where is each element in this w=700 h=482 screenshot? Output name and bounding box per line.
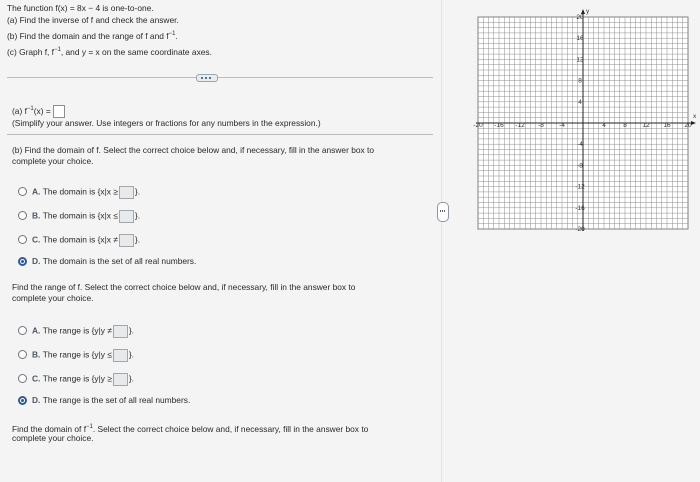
choice-text: The range is the set of all real numbers. — [42, 395, 191, 405]
y-tick-label: 8 — [578, 77, 582, 85]
x-axis-label: x — [693, 113, 697, 120]
domain-inverse-prompt-line1: Find the domain of $f^{-1}$. Select the correct choice below and, if necessary, fill in the answer box to — [12, 423, 369, 434]
pane-resize-handle[interactable] — [437, 202, 449, 222]
y-tick-label: 20 — [576, 14, 584, 21]
domain-option-b[interactable] — [32, 210, 140, 223]
range-option-d[interactable] — [32, 395, 190, 406]
y-axis-label: y — [586, 8, 590, 15]
range-option-d-radio[interactable] — [18, 396, 27, 405]
x-tick-label: 16 — [663, 122, 671, 129]
y-tick-label: -4 — [577, 141, 583, 149]
problem-part-b: (b) Find the domain and the range of f and $f^{-1}$. — [7, 30, 178, 41]
range-answer-box[interactable] — [113, 349, 128, 362]
domain-option-d[interactable] — [32, 256, 196, 267]
domain-prompt-line2: complete your choice. — [12, 156, 94, 166]
choice-letter: A. — [32, 186, 43, 197]
domain-option-a[interactable] — [32, 186, 140, 199]
choice-tail: }. — [134, 210, 141, 221]
inverse-answer-row: (a) $f^{-1}(x)$ = — [12, 104, 65, 118]
choice-tail: }. — [128, 373, 134, 384]
x-axis-arrow — [691, 121, 696, 125]
x-tick-label: 4 — [602, 122, 606, 129]
choice-tail: }. — [134, 186, 141, 197]
choice-letter: B. — [32, 210, 43, 221]
pane-divider — [441, 0, 442, 482]
choice-letter: D. — [32, 395, 43, 405]
choice-tail: }. — [128, 325, 134, 336]
coordinate-graph[interactable] — [473, 8, 697, 250]
domain-option-d-radio[interactable] — [18, 257, 27, 266]
range-prompt-line2: complete your choice. — [12, 293, 94, 303]
section-divider — [7, 77, 433, 78]
choice-letter: A. — [32, 325, 43, 336]
domain-answer-box[interactable] — [119, 234, 134, 247]
range-option-c-radio[interactable] — [18, 374, 27, 383]
choice-letter: D. — [32, 256, 43, 266]
range-option-a[interactable] — [32, 325, 134, 338]
choice-tail: }. — [134, 234, 141, 245]
y-tick-label: 12 — [576, 56, 584, 64]
problem-part-c: (c) Graph f, $f^{-1}$, and y = x on the same coordinate axes. — [7, 46, 212, 57]
x-tick-label: -8 — [538, 122, 544, 129]
simplify-hint: (Simplify your answer. Use integers or fractions for any numbers in the expression.) — [12, 118, 321, 128]
range-prompt-line1: Find the range of f. Select the correct choice below and, if necessary, fill in the answer box to — [12, 282, 356, 292]
x-tick-label: 20 — [684, 122, 692, 129]
y-tick-label: -12 — [575, 183, 585, 191]
choice-letter: C. — [32, 373, 43, 384]
problem-statement: The function f(x) = 8x − 4 is one-to-one. — [7, 3, 154, 13]
domain-inverse-prompt-line2: complete your choice. — [12, 433, 94, 443]
x-tick-label: -12 — [515, 122, 525, 129]
x-tick-label: 12 — [642, 122, 650, 129]
choice-text: The range is {y|y ≥ — [42, 373, 112, 384]
domain-answer-box[interactable] — [119, 186, 134, 199]
y-tick-label: -16 — [575, 204, 585, 212]
x-tick-label: -20 — [473, 122, 483, 129]
more-options-button[interactable] — [196, 74, 218, 82]
range-option-c[interactable] — [32, 373, 134, 386]
choice-letter: B. — [32, 349, 43, 360]
choice-letter: C. — [32, 234, 43, 245]
choice-tail: }. — [128, 349, 134, 360]
y-tick-label: -8 — [577, 162, 583, 170]
range-option-a-radio[interactable] — [18, 326, 27, 335]
domain-option-c-radio[interactable] — [18, 235, 27, 244]
domain-prompt-line1: (b) Find the domain of f. Select the correct choice below and, if necessary, fill in the answer box to — [12, 145, 375, 155]
domain-option-a-radio[interactable] — [18, 187, 27, 196]
domain-option-b-radio[interactable] — [18, 211, 27, 220]
y-tick-label: 16 — [576, 35, 584, 43]
choice-text: The domain is the set of all real numbers. — [42, 256, 197, 266]
x-tick-label: -16 — [494, 122, 504, 129]
x-tick-label: -4 — [559, 122, 565, 129]
range-option-b[interactable] — [32, 349, 134, 362]
choice-text: The range is {y|y ≠ — [42, 325, 112, 336]
range-answer-box[interactable] — [113, 373, 128, 386]
section-divider-2 — [7, 134, 433, 135]
range-answer-box[interactable] — [113, 325, 128, 338]
problem-part-a: (a) Find the inverse of f and check the answer. — [7, 15, 179, 25]
inverse-answer-box[interactable] — [53, 105, 65, 118]
graph-svg[interactable] — [473, 8, 697, 245]
y-tick-label: 4 — [578, 98, 582, 106]
choice-text: The domain is {x|x ≥ — [42, 186, 118, 197]
range-option-b-radio[interactable] — [18, 350, 27, 359]
choice-text: The domain is {x|x ≤ — [42, 210, 118, 221]
domain-option-c[interactable] — [32, 234, 140, 247]
choice-text: The domain is {x|x ≠ — [42, 234, 118, 245]
choice-text: The range is {y|y ≤ — [42, 349, 112, 360]
y-tick-label: -20 — [575, 226, 585, 233]
domain-answer-box[interactable] — [119, 210, 134, 223]
x-tick-label: 8 — [623, 122, 627, 129]
